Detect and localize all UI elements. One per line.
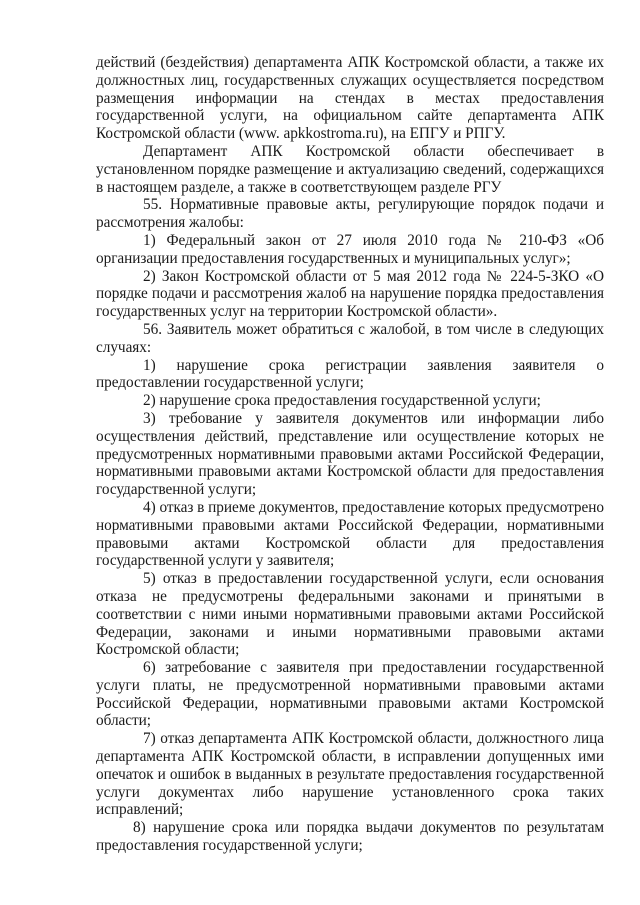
paragraph-56-item-7: 7) отказ департамента АПК Костромской области, должностного лица департамента АПК Костромской области, в исправлении допущенных ими опечаток и ошибок в выданных в результате предоставления государственной услуги документах либо нарушение установленного срока таких исправлений; <box>96 730 604 819</box>
paragraph-55-item-2: 2) Закон Костромской области от 5 мая 2012 года № 224-5-ЗКО «О порядке подачи и рассмотрения жалоб на нарушение порядка предоставления государственных услуг на территории Костромской области». <box>96 267 604 321</box>
paragraph-56-item-6: 6) затребование с заявителя при предоставлении государственной услуги платы, не предусмотренной нормативными правовыми актами Российской Федерации, нормативными правовыми актами Костромской области; <box>96 659 604 730</box>
paragraph-continuation: действий (бездействия) департамента АПК Костромской области, а также их должностных лиц, государственных служащих осуществляется посредством размещения информации на стендах в местах предоставления государственной услуги, на официальном сайте департамента АПК Костромской области (www. apkkostroma.ru), на ЕПГУ и РПГУ. <box>96 54 604 143</box>
paragraph-56-item-8: 8) нарушение срока или порядка выдачи документов по результатам предоставления государственной услуги; <box>96 819 604 855</box>
paragraph-56-item-5: 5) отказ в предоставлении государственной услуги, если основания отказа не предусмотрены федеральными законами и принятыми в соответствии с ними иными нормативными правовыми актами Российской Федерации, законами и иными нормативными правовыми актами Костромской области; <box>96 570 604 659</box>
paragraph-56-item-1: 1) нарушение срока регистрации заявления заявителя о предоставлении государственной услуги; <box>96 356 604 392</box>
paragraph-56-heading: 56. Заявитель может обратиться с жалобой, в том числе в следующих случаях: <box>96 320 604 356</box>
paragraph-55-item-1: 1) Федеральный закон от 27 июля 2010 года № 210-ФЗ «Об организации предоставления государственных и муниципальных услуг»; <box>96 231 604 267</box>
paragraph-56-item-4: 4) отказ в приеме документов, предоставление которых предусмотрено нормативными правовыми актами Российской Федерации, нормативными правовыми актами Костромской области для предоставления государственной услуги у заявителя; <box>96 498 604 570</box>
paragraph-56-item-3: 3) требование у заявителя документов или информации либо осуществления действий, представление или осуществление которых не предусмотренных нормативными правовыми актами Российской Федерации, нормативными правовыми актами Костромской области для предоставления государственной услуги; <box>96 409 604 499</box>
document-body <box>96 54 604 855</box>
paragraph-department-obligation: Департамент АПК Костромской области обеспечивает в установленном порядке размещение и актуализацию сведений, содержащихся в настоящем разделе, а также в соответствующем разделе РГУ <box>96 142 604 196</box>
paragraph-56-item-2: 2) нарушение срока предоставления государственной услуги; <box>143 392 541 410</box>
paragraph-55-heading: 55. Нормативные правовые акты, регулирующие порядок подачи и рассмотрения жалобы: <box>96 196 604 232</box>
